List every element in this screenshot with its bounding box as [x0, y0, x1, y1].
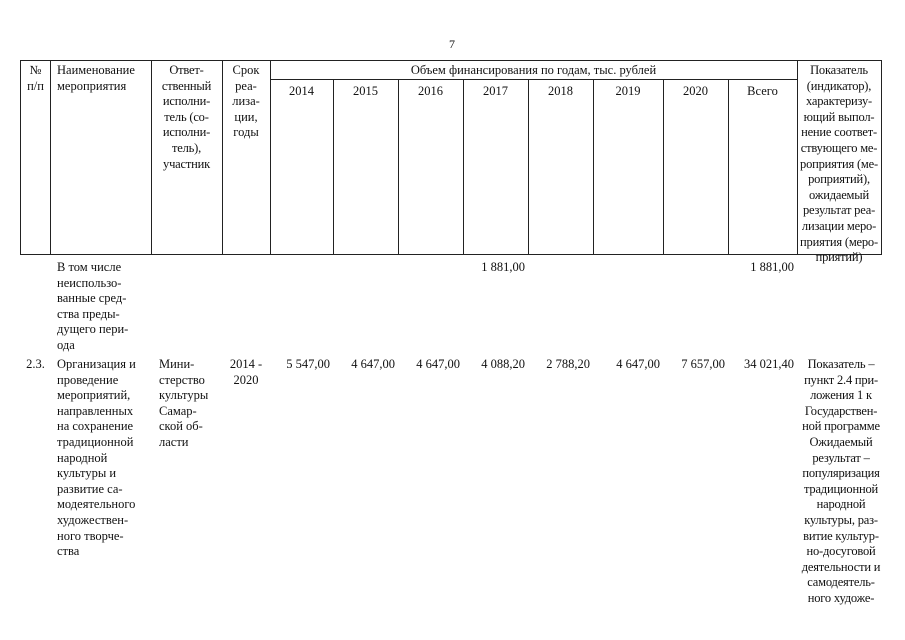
row1-name: В том числе неиспользо- ванные сред- ства преды- дущего пери- ода [57, 260, 129, 352]
header-indicator: Показатель (индикатор), характеризу- ющий выпол- нение соответ- ствующего ме- роприятия (ме- роприятий), ожидаемый результат реа- лизации меро- приятия (меро- приятий) [800, 63, 878, 265]
header-year-2019: 2019 [615, 84, 641, 98]
header-funding: Объем финансирования по годам, тыс. рублей [410, 63, 657, 77]
header-name: Наименование мероприятия [57, 63, 135, 93]
row2-num: 2.3. [26, 357, 45, 371]
header-year-2020: 2020 [683, 84, 708, 98]
header-term: Срок реа- лиза- ции, годы [232, 63, 260, 140]
header-responsible: Ответ- ственный исполни- тель (со- исполни- тель), участник [161, 63, 212, 171]
row2-responsible: Мини- стерство культуры Самар- ской об- ласти [159, 357, 209, 449]
header-year-2014: 2014 [289, 84, 314, 98]
row2-total: 34 021,40 [744, 357, 794, 371]
header-year-2017: 2017 [483, 84, 508, 98]
row2-value-2016: 4 647,00 [416, 357, 460, 371]
row2-value-2015: 4 647,00 [351, 357, 395, 371]
header-num: № п/п [27, 63, 44, 93]
row2-value-2014: 5 547,00 [286, 357, 330, 371]
row2-name: Организация и проведение мероприятий, направленных на сохранение традиционной народной культуры и развитие са- модеятельного художествен- ного творче- ства [57, 357, 136, 559]
header-year-2018: 2018 [548, 84, 573, 98]
row2-value-2017: 4 088,20 [481, 357, 525, 371]
row2-value-2020: 7 657,00 [681, 357, 725, 371]
row2-term: 2014 - 2020 [229, 357, 263, 387]
row2-indicator: Показатель – пункт 2.4 при- ложения 1 к Государствен- ной программе Ожидаемый результат – популяризация традиционной народной культуры, раз- витие культур- но-досуговой деятельности и самодеятель- ного художе- [801, 357, 881, 605]
header-total: Всего [747, 84, 778, 98]
page-number: 7 [449, 37, 455, 51]
row1-total: 1 881,00 [750, 260, 794, 274]
header-year-2015: 2015 [353, 84, 378, 98]
row1-value-2017: 1 881,00 [481, 260, 525, 274]
header-year-2016: 2016 [418, 84, 443, 98]
row2-value-2018: 2 788,20 [546, 357, 590, 371]
row2-value-2019: 4 647,00 [616, 357, 660, 371]
